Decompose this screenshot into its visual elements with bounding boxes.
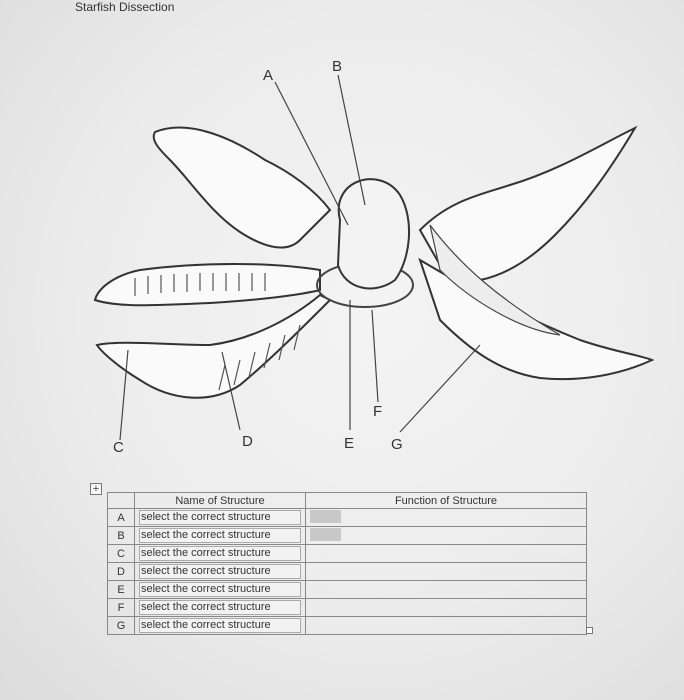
table-move-handle[interactable]: + bbox=[90, 483, 102, 495]
structure-select[interactable]: select the correct structure bbox=[139, 546, 301, 561]
row-letter: G bbox=[108, 617, 135, 635]
structure-select[interactable]: select the correct structure bbox=[139, 510, 301, 525]
row-letter: D bbox=[108, 563, 135, 581]
header-name: Name of Structure bbox=[135, 493, 306, 509]
row-letter: C bbox=[108, 545, 135, 563]
table-row bbox=[108, 527, 587, 545]
function-input[interactable] bbox=[310, 528, 341, 541]
label-C: C bbox=[113, 439, 124, 456]
row-letter: B bbox=[108, 527, 135, 545]
table-row bbox=[108, 617, 587, 635]
arm-middle-left bbox=[95, 264, 320, 305]
table-row bbox=[108, 599, 587, 617]
header-letter bbox=[108, 493, 135, 509]
row-letter: E bbox=[108, 581, 135, 599]
label-G: G bbox=[391, 436, 403, 453]
function-cell[interactable] bbox=[306, 563, 587, 581]
table-resize-handle[interactable] bbox=[586, 627, 593, 634]
function-cell[interactable] bbox=[306, 599, 587, 617]
function-cell[interactable] bbox=[306, 581, 587, 599]
label-E: E bbox=[344, 435, 355, 452]
structure-select[interactable]: select the correct structure bbox=[139, 564, 301, 579]
table-row bbox=[108, 563, 587, 581]
structure-select[interactable]: select the correct structure bbox=[139, 600, 301, 615]
row-letter: F bbox=[108, 599, 135, 617]
label-F: F bbox=[373, 403, 383, 420]
table-row bbox=[108, 509, 587, 527]
structure-select[interactable]: select the correct structure bbox=[139, 618, 301, 633]
function-cell[interactable] bbox=[306, 545, 587, 563]
table-row bbox=[108, 545, 587, 563]
label-A: A bbox=[263, 67, 274, 84]
label-D: D bbox=[242, 433, 253, 450]
structure-select[interactable]: select the correct structure bbox=[139, 528, 301, 543]
header-function: Function of Structure bbox=[306, 493, 587, 509]
table-header-row bbox=[108, 493, 587, 509]
function-input[interactable] bbox=[310, 510, 341, 523]
label-B: B bbox=[332, 58, 343, 75]
structure-select[interactable]: select the correct structure bbox=[139, 582, 301, 597]
arm-upper-left bbox=[154, 128, 330, 248]
row-letter: A bbox=[108, 509, 135, 527]
structure-table bbox=[107, 492, 587, 635]
stomach bbox=[338, 179, 409, 288]
page-title: Starfish Dissection bbox=[75, 0, 175, 14]
function-cell[interactable] bbox=[306, 527, 587, 545]
function-cell[interactable] bbox=[306, 617, 587, 635]
table-row bbox=[108, 581, 587, 599]
function-cell[interactable] bbox=[306, 509, 587, 527]
